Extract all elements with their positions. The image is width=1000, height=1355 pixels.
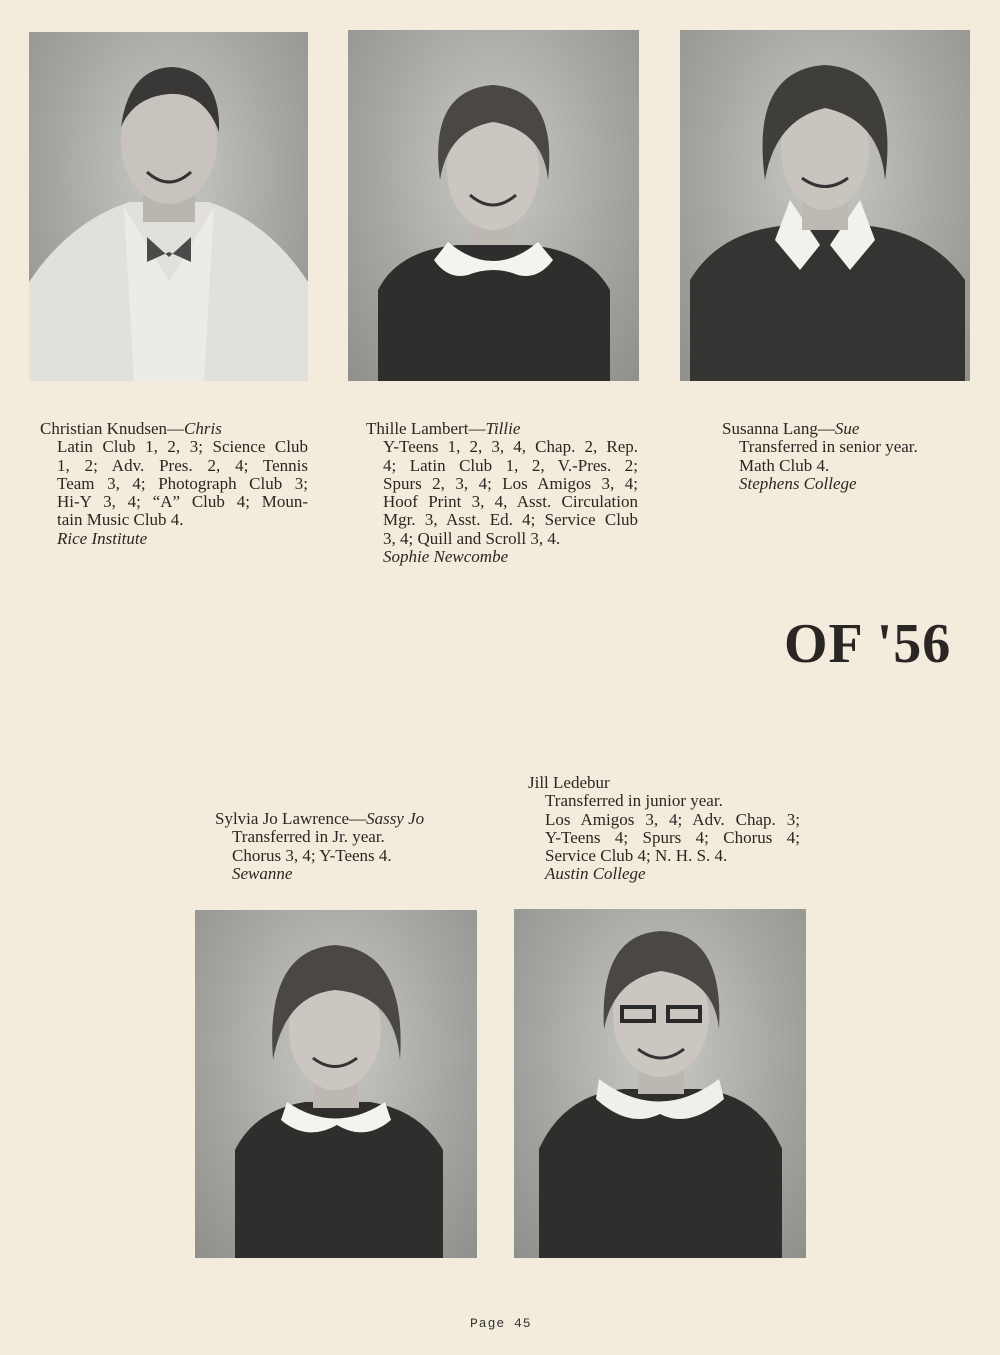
activity-line: Chorus 3, 4; Y-Teens 4.: [232, 845, 392, 865]
activity-line: Latin Club 1, 2, 3; Science Club: [57, 437, 308, 457]
activity-line: Spurs 2, 3, 4; Los Amigos 3, 4;: [383, 473, 638, 493]
student-name-line: Jill Ledebur: [528, 773, 610, 792]
activity-line: Y-Teens 4; Spurs 4; Chorus 4;: [545, 827, 800, 847]
activity-line: Math Club 4.: [739, 455, 830, 475]
activity-line: Transferred in junior year.: [545, 791, 723, 811]
college-line: Austin College: [545, 864, 646, 884]
student-name-line: Sylvia Jo Lawrence—Sassy Jo: [215, 809, 425, 828]
activity-line: Hoof Print 3, 4, Asst. Circulation: [383, 492, 638, 512]
activity-line: Mgr. 3, Asst. Ed. 4; Service Club: [383, 510, 638, 530]
college-line: Stephens College: [739, 473, 857, 493]
college-line: Rice Institute: [57, 528, 148, 548]
portrait-photo-knudsen: [29, 32, 308, 381]
activity-line: 4; Latin Club 1, 2, V.-Pres. 2;: [383, 455, 638, 475]
activity-line: Transferred in senior year.: [739, 437, 918, 457]
student-name-line: Thille Lambert—Tillie: [366, 419, 521, 438]
page-number: Page 45: [470, 1316, 532, 1331]
activity-line: Los Amigos 3, 4; Adv. Chap. 3;: [545, 809, 800, 829]
activity-line: Hi-Y 3, 4; “A” Club 4; Moun-: [57, 492, 308, 512]
caption-lawrence: [215, 810, 465, 883]
activity-line: Team 3, 4; Photograph Club 3;: [57, 473, 308, 493]
portrait-photo-lambert: [348, 30, 639, 381]
activity-line: Transferred in Jr. year.: [232, 827, 385, 847]
caption-lang: [722, 420, 972, 493]
class-year-banner: OF '56: [784, 613, 952, 675]
activity-line: 3, 4; Quill and Scroll 3, 4.: [383, 528, 561, 548]
portrait-photo-lawrence: [195, 910, 477, 1258]
college-line: Sewanne: [232, 863, 293, 883]
activity-line: Service Club 4; N. H. S. 4.: [545, 846, 728, 866]
student-name-line: Susanna Lang—Sue: [722, 419, 860, 438]
caption-knudsen: [40, 420, 308, 548]
caption-ledebur: [528, 774, 800, 884]
activity-line: tain Music Club 4.: [57, 510, 184, 530]
portrait-photo-lang: [680, 30, 970, 381]
college-line: Sophie Newcombe: [383, 547, 509, 567]
activity-line: 1, 2; Adv. Pres. 2, 4; Tennis: [57, 455, 308, 475]
caption-lambert: [366, 420, 638, 566]
activity-line: Y-Teens 1, 2, 3, 4, Chap. 2, Rep.: [383, 437, 638, 457]
portrait-photo-ledebur: [514, 909, 806, 1258]
student-name-line: Christian Knudsen—Chris: [40, 419, 222, 438]
